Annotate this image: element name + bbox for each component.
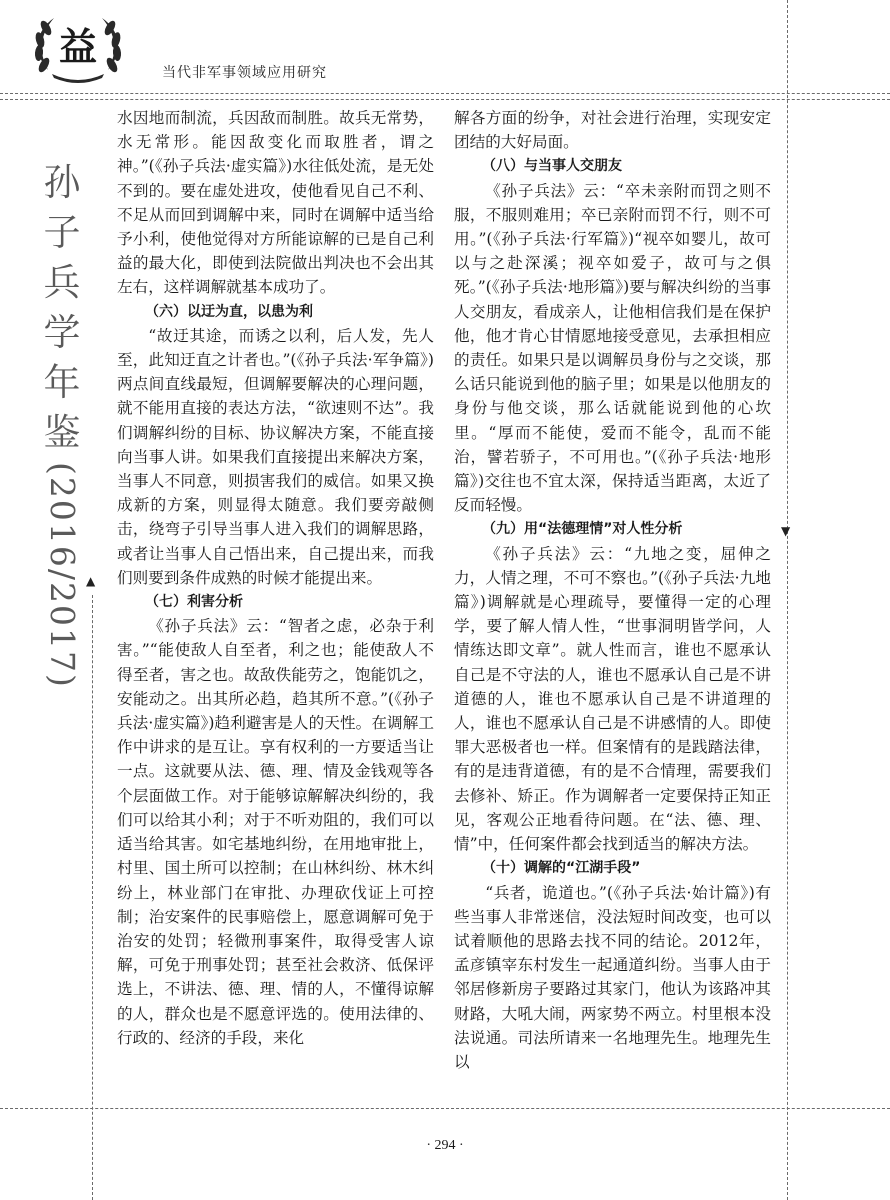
vertical-title-char: 学 bbox=[43, 311, 81, 354]
vertical-title-year: (2016/2017) bbox=[43, 462, 82, 689]
paragraph: 《孙子兵法》云：“九地之变，屈伸之力，人情之理，不可不察也。”(《孙子兵法·九地篇》)调解就是心理疏导，要懂得一定的心理学，要了解人情人性，“世事洞明皆学问，人情练达即文章”。就人性而言，谁也不愿承认自己是不守法的人，谁也不愿承认自己是不讲道德的人，谁也不愿承认自己是不讲道理的人，谁也不愿承认自己是不讲感情的人。即使罪大恶极者也一样。但案情有的是践踏法律，有的是违背道德，有的是不合情理，需要我们去修补、矫正。作为调解者一定要保持正知正见，客观公正地看待问题。在“法、德、理、情”中，任何案件都会找到适当的解决方法。 bbox=[454, 544, 771, 854]
section-heading: （十）调解的“江湖手段” bbox=[482, 860, 641, 877]
right-margin-guide bbox=[787, 0, 788, 1200]
header-rule-top bbox=[0, 93, 890, 94]
paragraph: “故迂其途，而诱之以利，后人发，先人至，此知迂直之计者也。”(《孙子兵法·军争篇》)两点间直线最短，但调解要解决的心理问题，就不能用直接的表达方法，“欲速则不达”。我们调解纠纷的目标、协议解决方案，不能直接向当事人讲。如果我们直接提出来解决方案，当事人不同意，则损害我们的威信。如果又换成新的方案，则显得太随意。我们要旁敲侧击，绕弯子引导当事人进入我们的调解思路，或者让当事人自己悟出来，自己提出来，而我们则要到条件成熟的时候才能提出来。 bbox=[117, 326, 434, 587]
paragraph: 水因地而制流，兵因敌而制胜。故兵无常势，水无常形。能因敌变化而取胜者，谓之神。”(《孙子兵法·虚实篇》)水往低处流，是无处不到的。要在虚处进攻，使他看见自己不利、不足从而回到调解中来，同时在调解中适当给予小利，使他觉得对方所能谅解的已是自己利益的最大化，即使到法院做出判决也不会出其左右，这样调解就基本成功了。 bbox=[117, 109, 434, 297]
paragraph: 《孙子兵法》云：“智者之虑，必杂于利害。”“能使敌人自至者，利之也；能使敌人不得至者，害之也。故敌佚能劳之，饱能饥之，安能动之。出其所必趋，趋其所不意。”(《孙子兵法·虚实篇》)趋利避害是人的天性。在调解工作中讲求的是互让。享有权利的一方要适当让一点。这就要从法、德、理、情及金钱观等各个层面做工作。对于能够谅解解决纠纷的，我们可以给其小利；对于不听劝阻的，我们可以适当给其害。如宅基地纠纷，在用地审批上，村里、国土所可以控制；在山林纠纷、林木纠纷上，林业部门在审批、办理砍伐证上可控制；治安案件的民事赔偿上，愿意调解可免于治安的处罚；轻微刑事案件，取得受害人谅解，可免于刑事处罚；甚至社会救济、低保评选上，不讲法、德、理、情的人，不懂得谅解的人，群众也是不愿意评选的。使用法律的、行政的、经济的手段，来化 bbox=[117, 617, 434, 1047]
section-heading: （八）与当事人交朋友 bbox=[482, 158, 622, 175]
vertical-title-char: 年 bbox=[43, 361, 81, 404]
footer-rule bbox=[0, 1108, 890, 1109]
running-header-title: 当代非军事领域应用研究 bbox=[162, 65, 327, 81]
vertical-title-char: 子 bbox=[43, 211, 81, 254]
section-heading: （六）以迂为直，以患为利 bbox=[145, 303, 313, 320]
vertical-book-title bbox=[30, 158, 94, 689]
down-triangle-icon: ▼ bbox=[781, 524, 791, 538]
header-rule-bottom bbox=[0, 99, 890, 100]
page-number: · 294 · bbox=[426, 1138, 464, 1153]
laurel-wreath-logo-icon bbox=[18, 8, 138, 88]
left-text-column bbox=[117, 106, 434, 1050]
vertical-title-char: 孙 bbox=[43, 161, 81, 204]
up-triangle-icon: ▲ bbox=[86, 574, 96, 588]
vertical-title-char: 兵 bbox=[43, 261, 81, 304]
paragraph: 《孙子兵法》云：“卒未亲附而罚之则不服，不服则难用；卒已亲附而罚不行，则不可用。”(《孙子兵法·行军篇》)“视卒如婴儿，故可以与之赴深溪；视卒如爱子，故可与之俱死。”(《孙子兵法·地形篇》)要与解决纠纷的当事人交朋友，看成亲人，让他相信我们是在保护他，他才肯心甘情愿地接受意见，去承担相应的责任。如果只是以调解员身份与之交谈，那么话只能说到他的脑子里；如果是以他朋友的身份与他交谈，那么话就能说到他的心坎里。“厚而不能使，爱而不能令，乱而不能治，譬若骄子，不可用也。”(《孙子兵法·地形篇》)交往也不宜太深，保持适当距离，太近了反而轻慢。 bbox=[454, 181, 771, 515]
section-heading: （七）利害分析 bbox=[145, 594, 243, 611]
logo-glyph: 益 bbox=[58, 25, 98, 69]
paragraph: “兵者，诡道也。”(《孙子兵法·始计篇》)有些当事人非常迷信，没法短时间改变，也可以试着顺他的思路去找不同的结论。2012年，孟彦镇宰东村发生一起通道纠纷。当事人由于邻居修新房子要路过其家门，他认为该路冲其财路，大吼大闹，两家势不两立。村里根本没法说通。司法所请来一名地理先生。地理先生以 bbox=[454, 883, 771, 1071]
vertical-title-char: 鉴 bbox=[43, 411, 81, 454]
paragraph: 解各方面的纷争，对社会进行治理，实现安定团结的大好局面。 bbox=[454, 109, 771, 152]
section-heading: （九）用“法德理情”对人性分析 bbox=[482, 521, 683, 538]
right-text-column bbox=[454, 106, 771, 1074]
